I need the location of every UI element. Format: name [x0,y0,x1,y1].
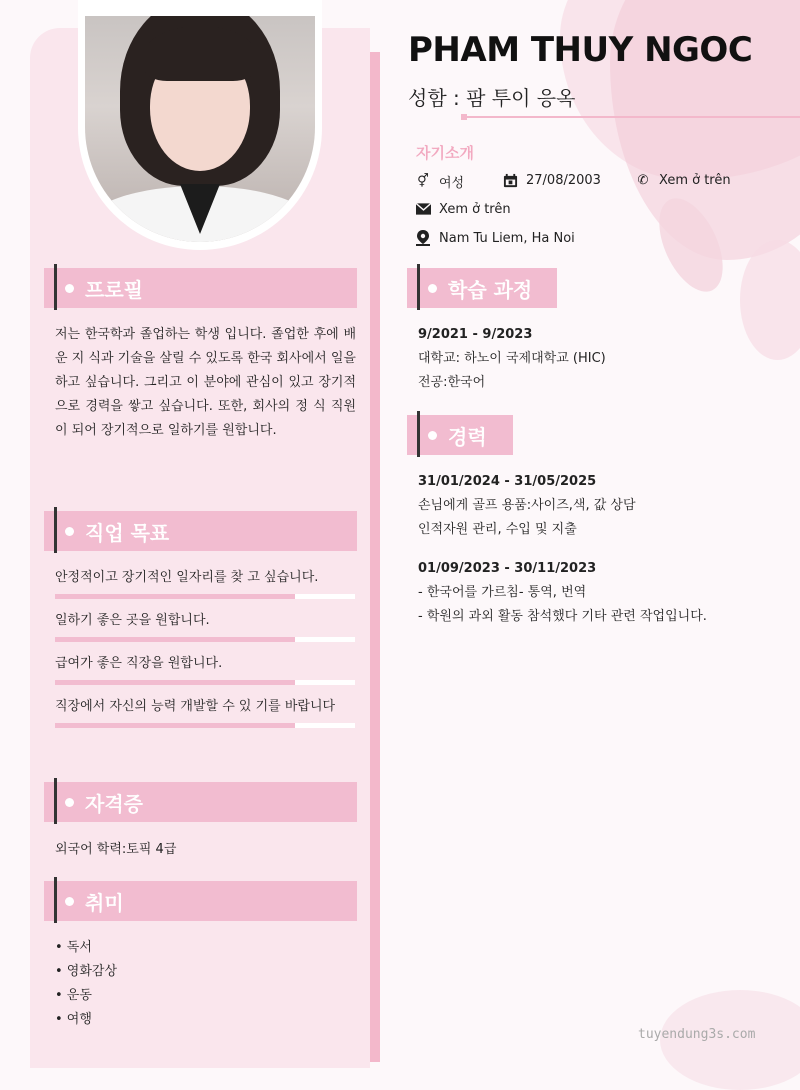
profile-photo [85,16,315,242]
decor-blob [740,240,800,360]
education-major: 전공:한국어 [418,375,486,390]
section-title: 직업 목표 [85,520,170,545]
section-title: 프로필 [85,277,143,302]
job-period: 31/01/2024 - 31/05/2025 [418,474,597,489]
goal-item [55,609,355,642]
section-title: 자격증 [85,791,143,816]
education-period: 9/2021 - 9/2023 [418,327,533,342]
hobby-item: • 운동 [55,988,92,1003]
goal-text: 안정적이고 장기적인 일자리를 찾 고 싶습니다. [55,570,319,585]
address-text: Nam Tu Liem, Ha Noi [439,230,575,246]
email-info [415,201,511,217]
phone-icon: ✆ [637,172,649,188]
location-pin-icon [415,230,431,246]
hobby-item: • 여행 [55,1012,92,1027]
gender-icon: ⚥ [417,174,429,189]
goal-bar [55,723,355,728]
sidebar-accent-bar [370,52,380,1062]
email-text: Xem ở trên [439,201,511,217]
certificates-section-header [44,782,357,822]
goal-bar [55,680,355,685]
profile-text: 저는 한국학과 졸업하는 학생 입니다. 졸업한 후에 배 운 지 식과 기술을 살릴 수 있도록 한국 회사에서 일을 하고 싶습니다. 그리고 이 분야에 관심이 있고 장기적 으로 경력을 쌓고 싶습니다. 또한, 회사의 정 식 직원 이 되어 장기적으로 일하기를 원합니다. [55,327,356,438]
goal-text: 급여가 좋은 직장을 원합니다. [55,656,223,671]
phone-info [635,172,731,188]
goal-item [55,566,355,599]
gender-text: 여성 [439,176,465,191]
goal-item [55,695,355,728]
hobbies-section-header [44,881,357,921]
profile-section-header [44,268,357,308]
birthdate-info [502,172,601,188]
job-period: 01/09/2023 - 30/11/2023 [418,561,597,576]
education-section-header [407,268,557,308]
education-school: 대학교: 하노이 국제대학교 (HIC) [418,351,606,366]
hobby-item: • 독서 [55,940,92,955]
calendar-icon [502,172,518,188]
birthdate-text: 27/08/2003 [526,172,601,188]
goal-text: 직장에서 자신의 능력 개발할 수 있 기를 바랍니다 [55,699,336,714]
job-line: - 한국어를 가르침- 통역, 번역 [418,585,587,600]
gender-info [415,172,464,191]
hobby-item: • 영화감상 [55,964,118,979]
korean-name: 성함 : 팜 투이 응옥 [408,86,576,110]
intro-label: 자기소개 [416,144,474,162]
certificate-text: 외국어 학력:토픽 4급 [55,842,177,857]
phone-text: Xem ở trên [659,172,731,188]
watermark: tuyendung3s.com [638,1027,756,1042]
job-line: 손님에게 골프 용품:사이즈,색, 값 상담 [418,498,636,513]
goal-bar [55,637,355,642]
section-title: 학습 과정 [448,277,533,302]
divider-line [466,116,800,118]
goal-text: 일하기 좋은 곳을 원합니다. [55,613,210,628]
section-title: 취미 [85,890,124,915]
experience-section-header [407,415,513,455]
goal-item [55,652,355,685]
full-name: PHAM THUY NGOC [408,30,753,70]
section-title: 경력 [448,424,487,449]
goal-bar [55,594,355,599]
profile-photo-frame [78,0,322,250]
goals-section-header [44,511,357,551]
job-line: - 학원의 과외 활동 참석했다 기타 관련 작업입니다. [418,609,707,624]
job-line: 인적자원 관리, 수입 및 지출 [418,522,577,537]
address-info [415,230,575,246]
mail-icon [415,201,431,217]
